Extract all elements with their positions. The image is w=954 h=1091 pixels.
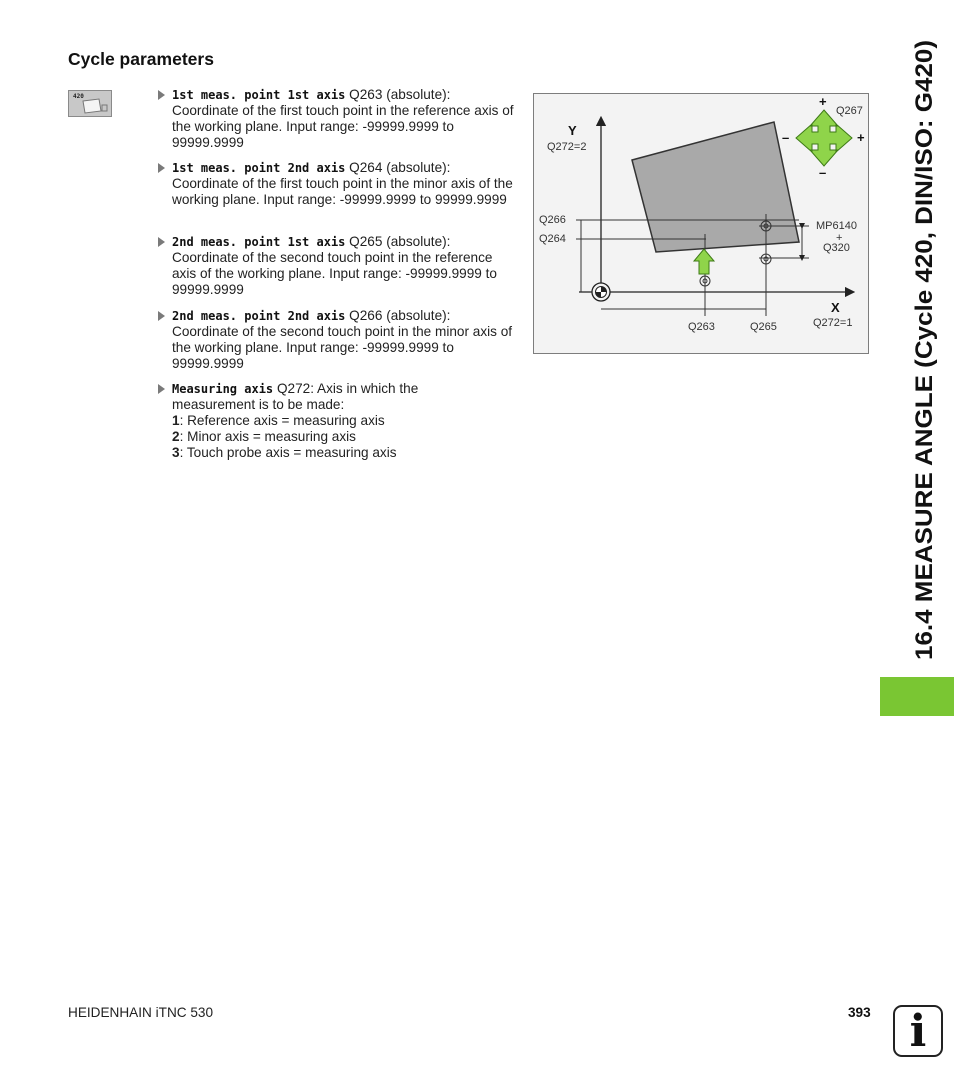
param-name: 1st meas. point 1st axis bbox=[172, 88, 346, 102]
bullet-triangle-icon bbox=[158, 163, 165, 173]
workpiece-rect bbox=[632, 122, 799, 252]
q272-2-label: Q272=2 bbox=[547, 141, 587, 153]
q264-label: Q264 bbox=[539, 233, 566, 245]
q267-label: Q267 bbox=[836, 105, 863, 117]
param-description: (absolute): Coordinate of the second touch point in the reference axis of the working plane. Input range: -99999.9999 to 99999.9999 bbox=[172, 234, 497, 297]
mp6140-label: MP6140 bbox=[816, 220, 857, 232]
param-name: Measuring axis bbox=[172, 382, 274, 396]
side-title-text: 16.4 MEASURE ANGLE (Cycle 420, DIN/ISO: G420) bbox=[911, 87, 938, 660]
param-description: (absolute): Coordinate of the first touch point in the minor axis of the working plane. Input range: -99999.9999 to 99999.9999 bbox=[172, 160, 513, 207]
x-axis-label: X bbox=[831, 300, 840, 315]
page-number: 393 bbox=[848, 1005, 871, 1020]
info-icon bbox=[893, 1005, 943, 1057]
param-q263 bbox=[158, 87, 518, 151]
param-q265 bbox=[158, 234, 518, 298]
option-2: 2: Minor axis = measuring axis bbox=[172, 429, 356, 444]
param-q264 bbox=[158, 160, 518, 208]
param-q: Q264 bbox=[349, 160, 383, 175]
four-way-arrow-icon bbox=[796, 110, 852, 166]
section-title: Cycle parameters bbox=[68, 49, 214, 69]
q265-label: Q265 bbox=[750, 321, 777, 333]
bullet-triangle-icon bbox=[158, 311, 165, 321]
minus-bottom-label: – bbox=[819, 165, 827, 180]
info-glyph: i bbox=[909, 1006, 927, 1057]
probe-direction-arrow-icon bbox=[694, 249, 714, 274]
param-q: Q265 bbox=[349, 234, 383, 249]
cycle-420-icon bbox=[68, 90, 112, 117]
param-name: 2nd meas. point 1st axis bbox=[172, 235, 346, 249]
bullet-triangle-icon bbox=[158, 237, 165, 247]
q263-label: Q263 bbox=[688, 321, 715, 333]
param-name: 2nd meas. point 2nd axis bbox=[172, 309, 346, 323]
q272-1-label: Q272=1 bbox=[813, 317, 853, 329]
bullet-triangle-icon bbox=[158, 90, 165, 100]
measure-angle-diagram bbox=[533, 93, 869, 354]
plus-top-label: + bbox=[819, 94, 827, 109]
minus-left-label: – bbox=[782, 130, 790, 145]
cycle-icon-number: 420 bbox=[73, 93, 84, 100]
bullet-triangle-icon bbox=[158, 384, 165, 394]
q266-label: Q266 bbox=[539, 214, 566, 226]
param-description: : Axis in which the measurement is to be made: bbox=[172, 381, 419, 412]
param-name: 1st meas. point 2nd axis bbox=[172, 161, 346, 175]
param-q266 bbox=[158, 308, 518, 372]
param-description: (absolute): Coordinate of the first touch point in the reference axis of the working plane. Input range: -99999.9999 to 99999.9999 bbox=[172, 87, 514, 150]
option-3: 3: Touch probe axis = measuring axis bbox=[172, 445, 397, 460]
param-q: Q272 bbox=[276, 381, 311, 396]
chapter-tab-marker bbox=[880, 677, 954, 716]
param-q: Q263 bbox=[349, 87, 383, 102]
chapter-side-title bbox=[896, 28, 940, 668]
param-q: Q266 bbox=[349, 308, 383, 323]
cycle-graphic-icon bbox=[69, 91, 113, 118]
y-axis-label: Y bbox=[568, 123, 577, 138]
option-1: 1: Reference axis = measuring axis bbox=[172, 413, 385, 428]
param-q272 bbox=[158, 381, 448, 461]
param-description: (absolute): Coordinate of the second touch point in the minor axis of the working plane. Input range: -99999.9999 to 99999.9999 bbox=[172, 308, 513, 371]
footer-product-name: HEIDENHAIN iTNC 530 bbox=[68, 1005, 214, 1020]
plus-right-label: + bbox=[857, 130, 865, 145]
mp6140-plus-label: + bbox=[836, 232, 843, 244]
q320-label: Q320 bbox=[823, 242, 850, 254]
